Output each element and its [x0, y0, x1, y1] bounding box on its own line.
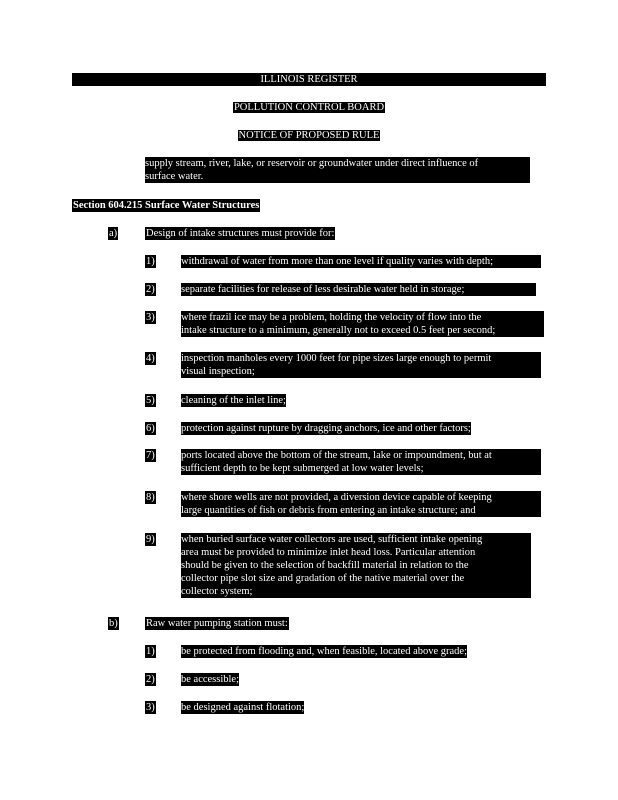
item-line: sufficient depth to be kept submerged at low water levels; — [181, 463, 424, 474]
list-item — [181, 701, 304, 714]
item-line: be accessible; — [181, 674, 240, 685]
item-line: ports located above the bottom of the stream, lake or impoundment, but at — [181, 450, 492, 461]
list-item — [181, 352, 541, 378]
item-line: cleaning of the inlet line; — [181, 395, 286, 406]
intro-line: surface water. — [145, 171, 204, 182]
subsection-a-text: Design of intake structures must provide for: — [146, 228, 335, 239]
item-number: 1) — [146, 646, 155, 657]
item-line: inspection manholes every 1000 feet for pipe sizes large enough to permit — [181, 353, 492, 364]
list-item — [181, 394, 286, 407]
item-number: 3) — [146, 702, 155, 713]
item-line: be designed against flotation; — [181, 702, 305, 713]
subsection-a-label: a) — [109, 228, 118, 239]
board-title-row — [0, 101, 618, 114]
item-number: 2) — [146, 674, 155, 685]
intro-paragraph — [145, 157, 530, 183]
item-number: 2) — [146, 284, 155, 295]
intro-line: supply stream, river, lake, or reservoir or groundwater under direct influence of — [145, 158, 479, 169]
item-line: separate facilities for release of less desirable water held in storage; — [181, 284, 465, 295]
list-item — [181, 533, 531, 598]
item-number: 1) — [146, 256, 155, 267]
list-item — [181, 449, 541, 475]
item-line: where shore wells are not provided, a diversion device capable of keeping — [181, 492, 492, 503]
subsection-b-label: b) — [109, 618, 118, 629]
item-line: protection against rupture by dragging anchors, ice and other factors; — [181, 423, 471, 434]
list-item — [181, 311, 544, 337]
section-title: Section 604.215 Surface Water Structures — [73, 200, 260, 211]
item-number: 8) — [146, 492, 155, 503]
item-line: should be given to the selection of backfill material in relation to the — [181, 560, 469, 571]
subsection-b-text: Raw water pumping station must: — [146, 618, 288, 629]
item-line: collector pipe slot size and gradation of the native material over the — [181, 573, 465, 584]
item-line: area must be provided to minimize inlet head loss. Particular attention — [181, 547, 476, 558]
item-line: large quantities of fish or debris from entering an intake structure; and — [181, 505, 476, 516]
list-item — [181, 422, 471, 435]
board-title: POLLUTION CONTROL BOARD — [233, 102, 385, 113]
item-line: when buried surface water collectors are used, sufficient intake opening — [181, 534, 483, 545]
list-item — [181, 255, 541, 268]
item-line: withdrawal of water from more than one level if quality varies with depth; — [181, 256, 493, 267]
item-line: visual inspection; — [181, 366, 255, 377]
item-number: 9) — [146, 534, 155, 545]
list-item — [181, 673, 239, 686]
list-item — [181, 645, 467, 658]
item-line: intake structure to a minimum, generally not to exceed 0.5 feet per second; — [181, 325, 496, 336]
item-line: be protected from flooding and, when feasible, located above grade; — [181, 646, 468, 657]
item-line: where frazil ice may be a problem, holding the velocity of flow into the — [181, 312, 482, 323]
item-number: 5) — [146, 395, 155, 406]
register-title: ILLINOIS REGISTER — [72, 73, 546, 86]
item-line: collector system; — [181, 586, 253, 597]
item-number: 6) — [146, 423, 155, 434]
item-number: 7) — [146, 450, 155, 461]
list-item — [181, 283, 536, 296]
notice-title-row — [0, 129, 618, 142]
list-item — [181, 491, 541, 517]
item-number: 3) — [146, 312, 155, 323]
item-number: 4) — [146, 353, 155, 364]
notice-title: NOTICE OF PROPOSED RULE — [238, 130, 380, 141]
